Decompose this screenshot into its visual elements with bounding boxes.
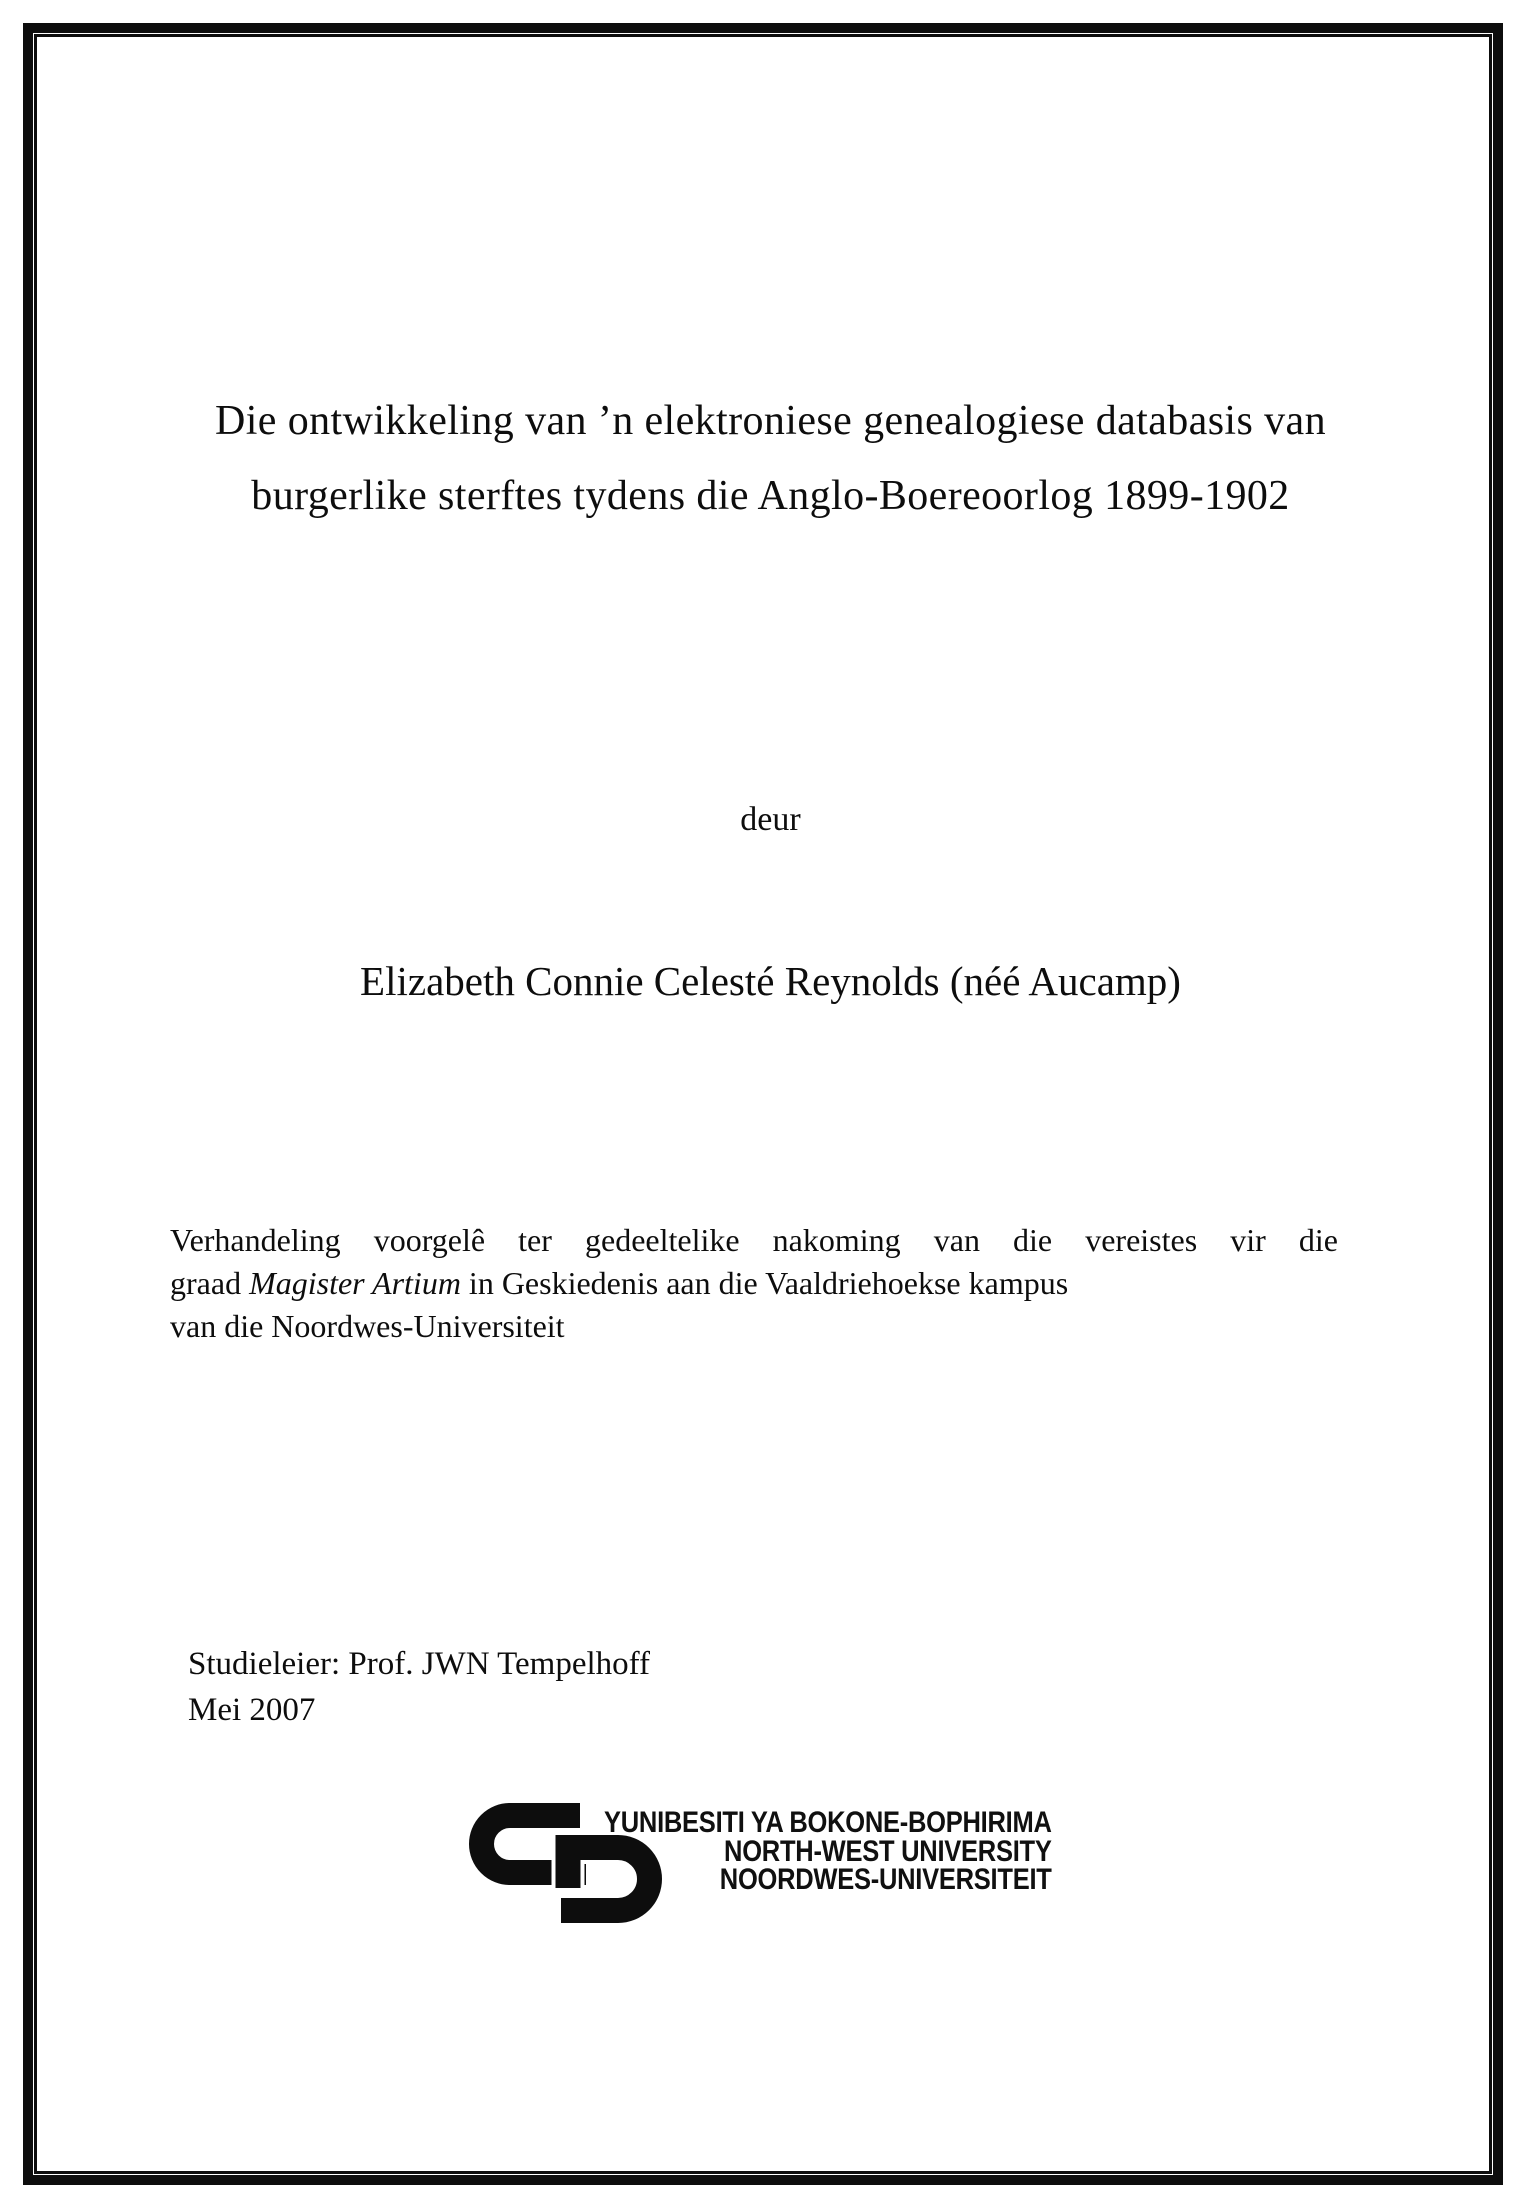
logo-text-english: NORTH-WEST UNIVERSITY xyxy=(724,1834,1052,1868)
university-logo-text xyxy=(604,1806,1052,1896)
thesis-statement xyxy=(170,1219,1338,1348)
logo-text-setswana: YUNIBESITI YA BOKONE-BOPHIRIMA xyxy=(604,1806,1052,1839)
supervisor-block xyxy=(188,1641,650,1733)
date-line: Mei 2007 xyxy=(188,1692,316,1728)
supervisor-line: Studieleier: Prof. JWN Tempelhoff xyxy=(188,1646,651,1682)
title-line-1: Die ontwikkeling van ’n elektroniese genealogiese databasis van xyxy=(214,398,1326,444)
statement-line-1: Verhandeling voorgelê ter gedeeltelike nakoming van die vereistes vir die xyxy=(170,1222,1338,1258)
thesis-title xyxy=(14,384,1527,534)
statement-line-3: van die Noordwes-Universiteit xyxy=(170,1308,565,1344)
statement-line-2-post: in Geskiedenis aan die Vaaldriehoekse kampus xyxy=(460,1265,1069,1301)
logo-text-afrikaans: NOORDWES-UNIVERSITEIT xyxy=(720,1863,1052,1896)
byline: deur xyxy=(740,801,801,838)
title-line-2: burgerlike sterftes tydens die Anglo-Boereoorlog 1899-1902 xyxy=(251,473,1290,519)
author-name: Elizabeth Connie Celesté Reynolds (néé Aucamp) xyxy=(360,958,1181,1004)
degree-name: Magister Artium xyxy=(249,1265,461,1301)
statement-line-2 xyxy=(170,1262,1338,1305)
statement-line-2-pre: graad xyxy=(170,1265,250,1301)
